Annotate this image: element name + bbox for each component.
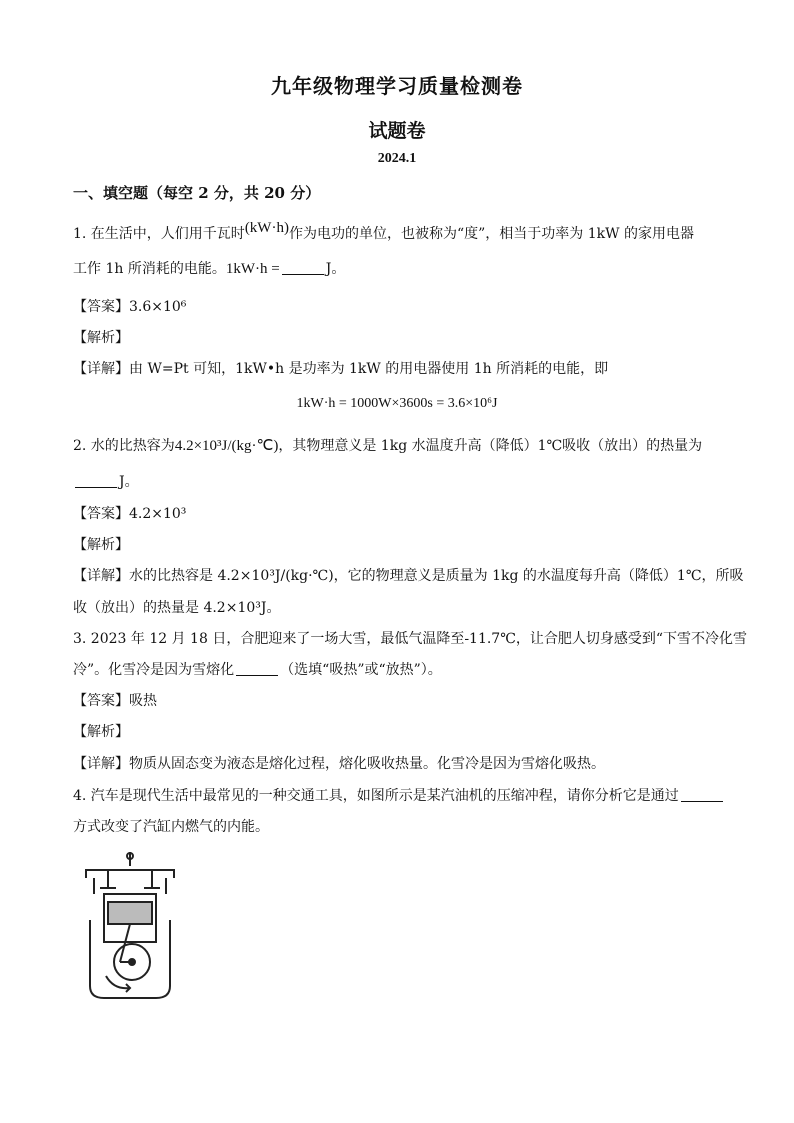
q3-answer-value: 吸热 xyxy=(129,693,157,709)
q2-text-b: ，其物理意义是 1kg 水温度升高（降低）1℃吸收（放出）的热量为 xyxy=(278,438,703,454)
q2-math: 4.2×10³J/(kg·℃) xyxy=(174,438,279,454)
q2-detail-line2: 收（放出）的热量是 4.2×10³J。 xyxy=(73,600,281,616)
answer-tag: 【答案】 xyxy=(73,693,129,709)
page-title: 九年级物理学习质量检测卷 xyxy=(271,74,523,98)
q2-answer xyxy=(73,504,723,524)
q2-detail-line1 xyxy=(73,566,744,586)
q1-detail xyxy=(73,359,723,379)
answer-tag: 【答案】 xyxy=(73,506,129,522)
section-heading: 一、填空题（每空 2 分，共 20 分） xyxy=(73,184,321,202)
q2-line2 xyxy=(73,472,723,492)
q1-detail-text: 由 W=Pt 可知，1kW•h 是功率为 1kW 的用电器使用 1h 所消耗的电能，即 xyxy=(129,361,609,377)
q3-line2 xyxy=(73,660,723,680)
q1-answer xyxy=(73,297,723,317)
answer-tag: 【答案】 xyxy=(73,299,129,315)
q4-line1 xyxy=(73,786,723,806)
q2-analysis: 【解析】 xyxy=(73,537,129,553)
q4-answer-blank[interactable] xyxy=(681,787,723,802)
q2-text-c: J。 xyxy=(119,474,139,490)
q3-analysis: 【解析】 xyxy=(73,724,129,740)
q1-analysis: 【解析】 xyxy=(73,330,129,346)
q3-line1: 3. 2023 年 12 月 18 日，合肥迎来了一场大雪，最低气温降至-11.7℃，让合肥人切身感受到“下雪不冷化雪 xyxy=(73,631,748,647)
q3-answer xyxy=(73,691,723,711)
q1-answer-blank[interactable] xyxy=(282,260,324,275)
q1-math-eq: 1kW·h = xyxy=(225,261,280,277)
q2-answer-blank[interactable] xyxy=(75,473,117,488)
q1-text-c: 工作 1h 所消耗的电能。 xyxy=(73,261,226,277)
engine-compression-stroke-figure xyxy=(80,848,176,1000)
q3-detail-text: 物质从固态变为液态是熔化过程，熔化吸收热量。化雪冷是因为雪熔化吸热。 xyxy=(129,756,605,772)
q3-detail xyxy=(73,754,723,774)
exam-date: 2024.1 xyxy=(377,151,417,166)
q2-answer-value: 4.2×10³ xyxy=(129,506,187,522)
q1-text-d: J。 xyxy=(325,261,346,277)
q1-math-unit: (kW·h) xyxy=(244,220,289,236)
q1-text-b: 作为电功的单位，也被称为“度”，相当于功率为 1kW 的家用电器 xyxy=(288,226,694,242)
page-subtitle: 试题卷 xyxy=(368,120,426,142)
q3-answer-blank[interactable] xyxy=(236,661,278,676)
q1-answer-value: 3.6×10⁶ xyxy=(129,299,187,315)
q3-text-b: （选填“吸热”或“放热”）。 xyxy=(280,662,442,678)
detail-tag: 【详解】 xyxy=(73,361,129,377)
q1-text-a: 1. 在生活中，人们用千瓦时 xyxy=(73,226,245,242)
q2-line1 xyxy=(73,436,723,456)
q1-line2 xyxy=(73,259,723,279)
q2-detail-text: 水的比热容是 4.2×10³J/(kg·℃)，它的物理意义是质量为 1kg 的水温度每升高（降低）1℃，所吸 xyxy=(129,568,744,584)
detail-tag: 【详解】 xyxy=(73,568,129,584)
q1-line1 xyxy=(73,220,723,244)
q1-formula: 1kW·h = 1000W×3600s = 3.6×10⁶J xyxy=(296,396,498,411)
q2-text-a: 2. 水的比热容为 xyxy=(73,438,175,454)
q4-text-a: 4. 汽车是现代生活中最常见的一种交通工具，如图所示是某汽油机的压缩冲程，请你分析它是通过 xyxy=(73,788,679,804)
q3-text-a: 冷”。化雪冷是因为雪熔化 xyxy=(73,662,235,678)
detail-tag: 【详解】 xyxy=(73,756,129,772)
q4-line2: 方式改变了汽缸内燃气的内能。 xyxy=(73,819,269,835)
